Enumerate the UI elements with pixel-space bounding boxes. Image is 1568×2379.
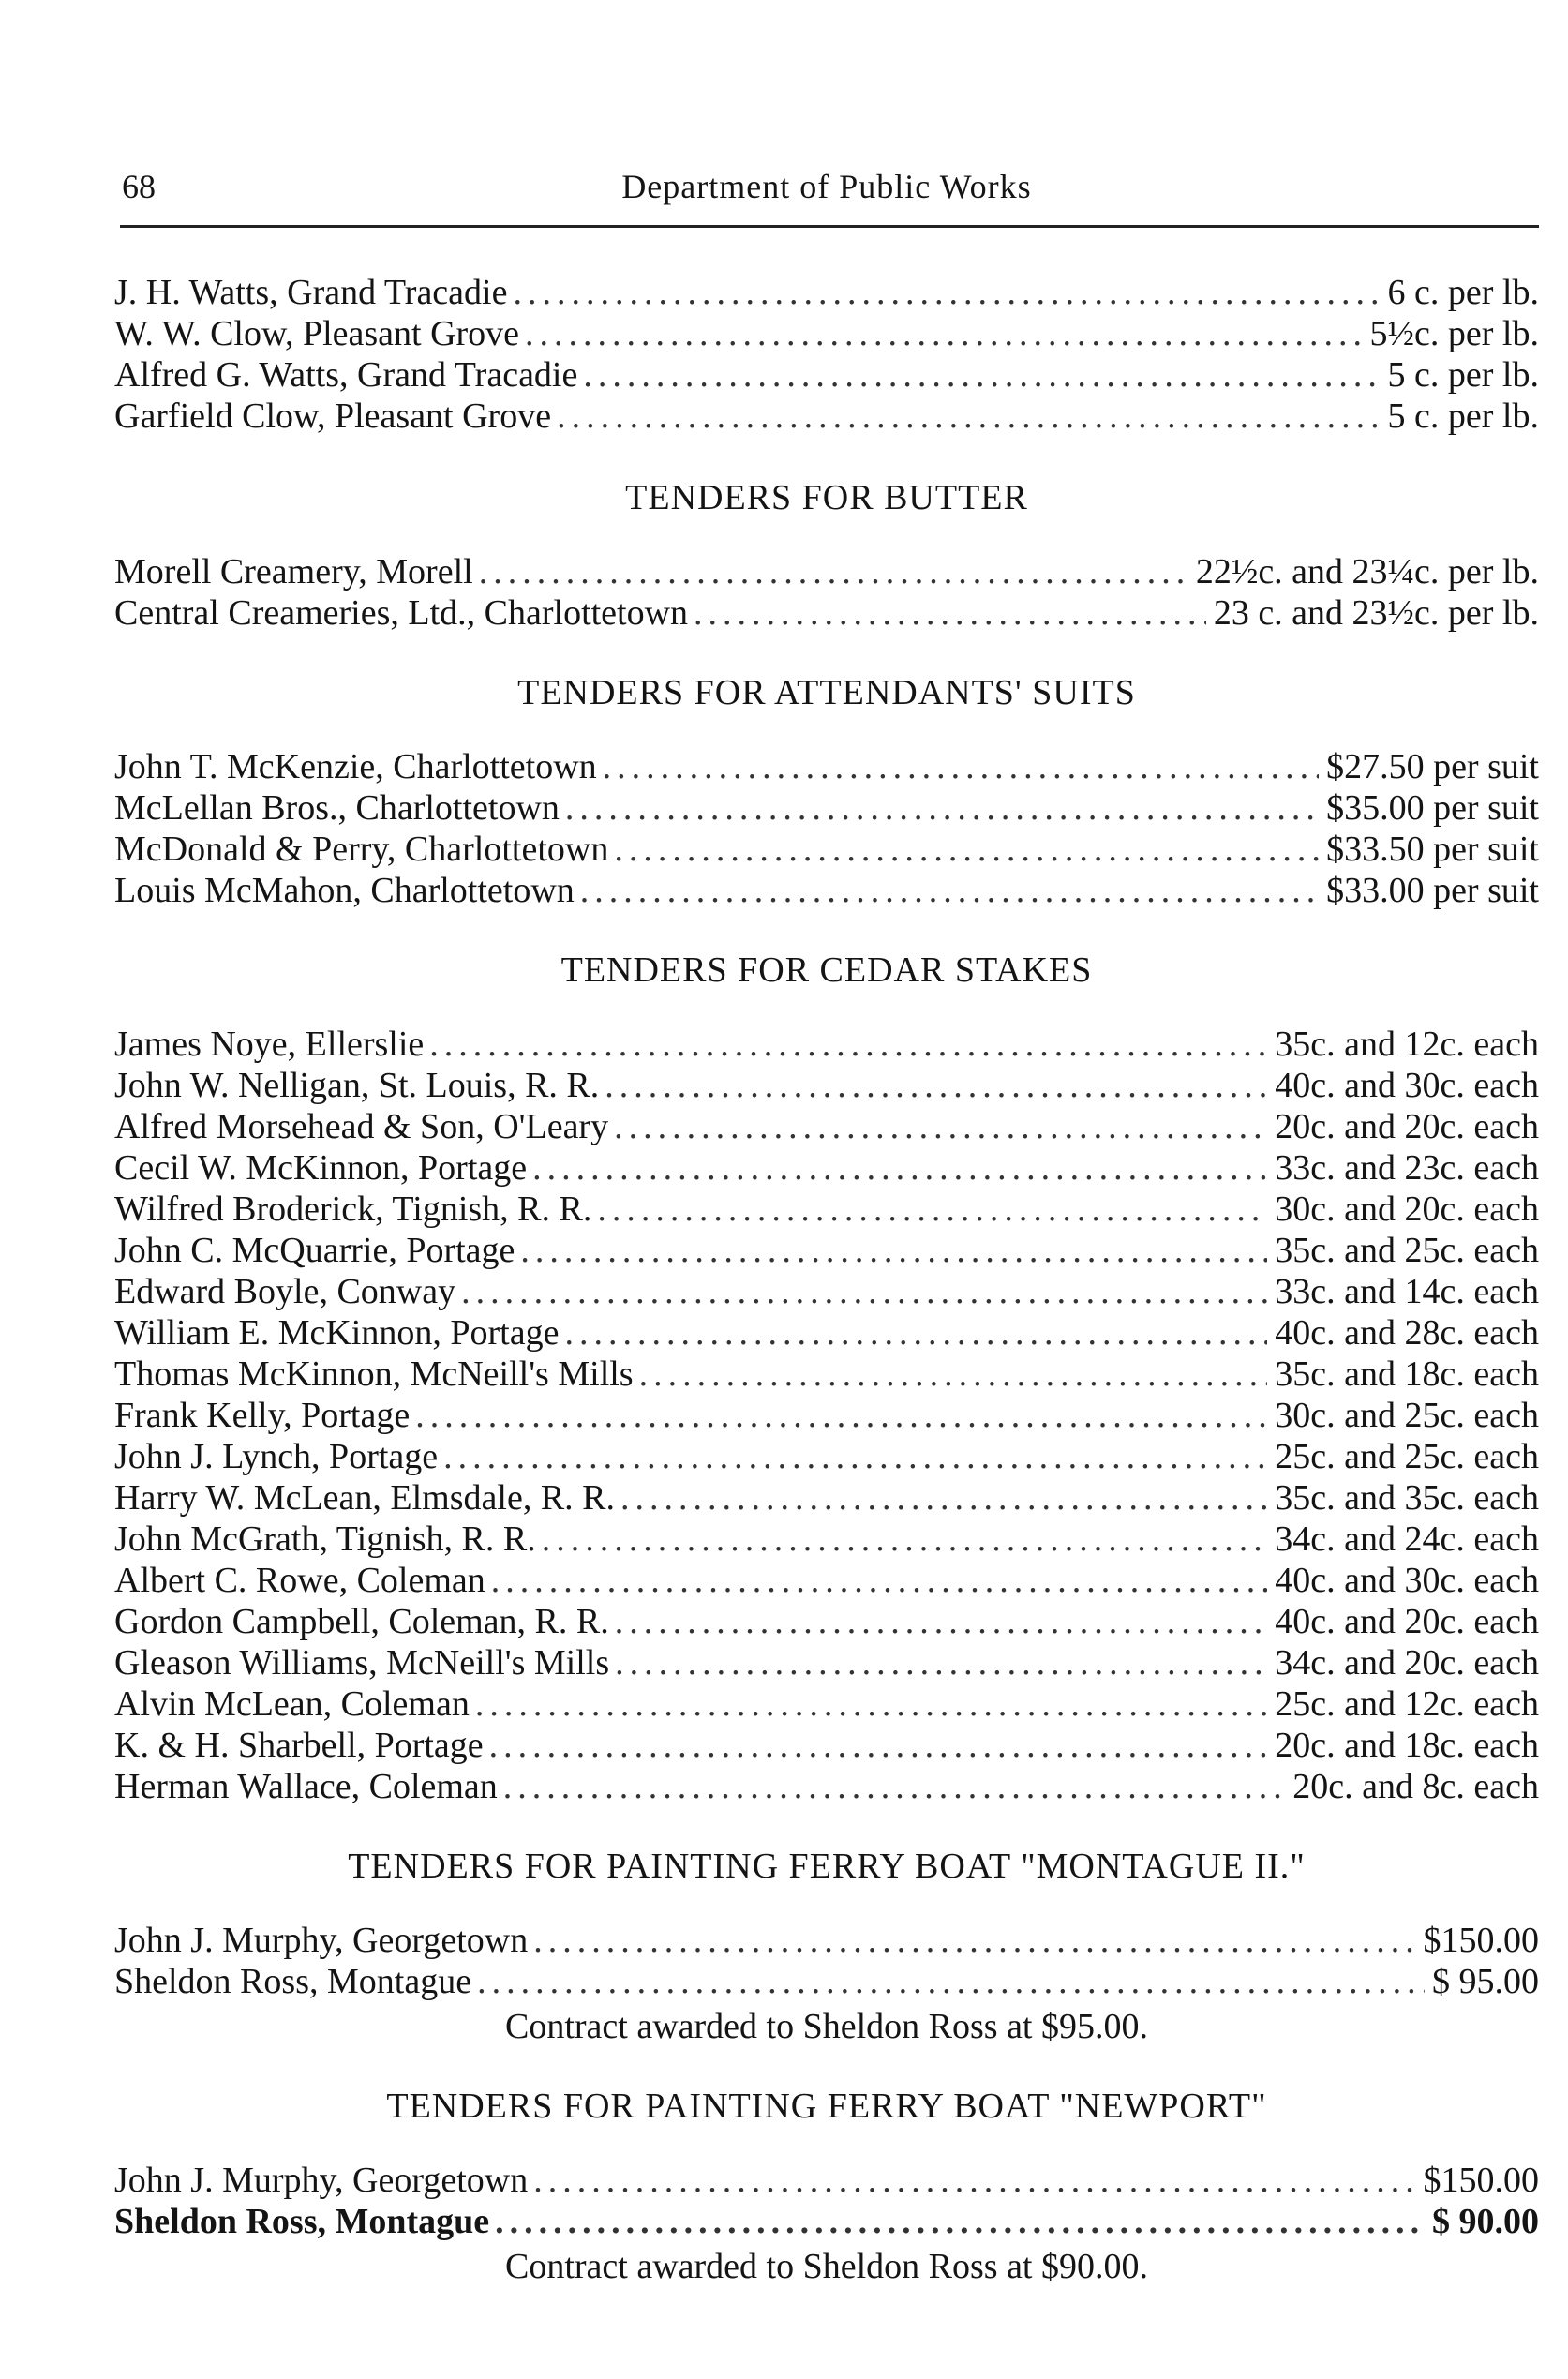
list-item xyxy=(114,1961,1539,2002)
tenderer-name: Thomas McKinnon, McNeill's Mills xyxy=(114,1354,634,1394)
list-item xyxy=(114,829,1539,870)
leader-dots xyxy=(533,2160,1415,2201)
list-item xyxy=(114,1560,1539,1601)
tender-price: 33c. and 14c. each xyxy=(1275,1272,1539,1311)
tenderer-name: John T. McKenzie, Charlottetown xyxy=(114,747,597,786)
section-title-newport: TENDERS FOR PAINTING FERRY BOAT "NEWPORT" xyxy=(386,2087,1267,2126)
leader-dots xyxy=(503,1766,1286,1807)
list-item xyxy=(114,1519,1539,1560)
tender-price: 34c. and 24c. each xyxy=(1275,1519,1539,1559)
tender-price: $150.00 xyxy=(1423,1921,1539,1960)
tenderer-name: Morell Creamery, Morell xyxy=(114,552,473,591)
leader-dots xyxy=(461,1271,1267,1312)
leader-dots xyxy=(620,1477,1267,1519)
leader-dots xyxy=(429,1024,1267,1065)
tender-price: $ 90.00 xyxy=(1432,2202,1539,2241)
tender-price: 40c. and 20c. each xyxy=(1275,1602,1539,1641)
leader-dots xyxy=(583,354,1380,396)
tender-price: $35.00 per suit xyxy=(1326,788,1539,828)
section-title-montague: TENDERS FOR PAINTING FERRY BOAT "MONTAGUE II." xyxy=(348,1847,1306,1886)
montague-tenders-list xyxy=(114,1920,1539,2047)
tenderer-name: J. H. Watts, Grand Tracadie xyxy=(114,273,508,312)
list-item xyxy=(114,1312,1539,1354)
list-item xyxy=(114,1230,1539,1271)
tender-price: 35c. and 18c. each xyxy=(1275,1354,1539,1394)
tender-price: 23 c. and 23½c. per lb. xyxy=(1213,593,1539,633)
tenderer-name: John McGrath, Tignish, R. R. xyxy=(114,1519,536,1559)
contract-note: Contract awarded to Sheldon Ross at $90.00. xyxy=(504,2247,1148,2286)
leader-dots xyxy=(614,829,1319,870)
tenderer-name: Louis McMahon, Charlottetown xyxy=(114,871,575,910)
leader-dots xyxy=(520,1230,1267,1271)
tenderer-name: Alfred Morsehead & Son, O'Leary xyxy=(114,1107,609,1146)
list-item xyxy=(114,2201,1539,2242)
suits-tenders-list xyxy=(114,746,1539,911)
tenderer-name: Sheldon Ross, Montague xyxy=(114,1962,472,2001)
section-title-butter: TENDERS FOR BUTTER xyxy=(625,478,1028,517)
tender-price: 20c. and 18c. each xyxy=(1275,1726,1539,1765)
list-item xyxy=(114,2160,1539,2201)
list-item xyxy=(114,1920,1539,1961)
list-item xyxy=(114,1683,1539,1725)
tenderer-name: Gordon Campbell, Coleman, R. R. xyxy=(114,1602,609,1641)
tender-price: 35c. and 25c. each xyxy=(1275,1231,1539,1270)
leader-dots xyxy=(443,1436,1267,1477)
list-item xyxy=(114,1477,1539,1519)
egg-tenders-list xyxy=(114,272,1539,437)
list-item xyxy=(114,1642,1539,1683)
butter-tenders-list xyxy=(114,551,1539,634)
leader-dots xyxy=(605,1065,1267,1106)
tenderer-name: Sheldon Ross, Montague xyxy=(114,2202,490,2241)
running-title: Department of Public Works xyxy=(621,168,1032,205)
header-rule xyxy=(120,225,1539,228)
leader-dots xyxy=(415,1395,1267,1436)
tenderer-name: John J. Murphy, Georgetown xyxy=(114,2161,529,2200)
tenderer-name: Gleason Williams, McNeill's Mills xyxy=(114,1643,610,1683)
tenderer-name: Alfred G. Watts, Grand Tracadie xyxy=(114,355,578,395)
page-header xyxy=(114,167,1539,214)
tender-price: 22½c. and 23¼c. per lb. xyxy=(1195,552,1539,591)
tender-price: 35c. and 12c. each xyxy=(1275,1025,1539,1064)
leader-dots xyxy=(694,592,1206,634)
list-item xyxy=(114,1024,1539,1065)
tenderer-name: Herman Wallace, Coleman xyxy=(114,1767,498,1806)
tender-price: 5 c. per lb. xyxy=(1387,396,1539,436)
list-item xyxy=(114,787,1539,829)
section-title-suits: TENDERS FOR ATTENDANTS' SUITS xyxy=(517,673,1136,712)
list-item xyxy=(114,396,1539,437)
list-item xyxy=(114,1395,1539,1436)
document-body xyxy=(114,272,1539,2287)
list-item xyxy=(114,1725,1539,1766)
tender-price: 30c. and 20c. each xyxy=(1275,1190,1539,1229)
tenderer-name: K. & H. Sharbell, Portage xyxy=(114,1726,484,1765)
tenderer-name: Edward Boyle, Conway xyxy=(114,1272,456,1311)
list-item xyxy=(114,1354,1539,1395)
tenderer-name: Alvin McLean, Coleman xyxy=(114,1684,470,1724)
tender-price: 25c. and 12c. each xyxy=(1275,1684,1539,1724)
tender-price: 5½c. per lb. xyxy=(1369,314,1539,353)
leader-dots xyxy=(479,551,1188,592)
leader-dots xyxy=(477,1961,1425,2002)
tenderer-name: John W. Nelligan, St. Louis, R. R. xyxy=(114,1066,600,1105)
leader-dots xyxy=(489,1725,1268,1766)
tenderer-name: McLellan Bros., Charlottetown xyxy=(114,788,560,828)
tenderer-name: John J. Murphy, Georgetown xyxy=(114,1921,529,1960)
newport-tenders-list xyxy=(114,2160,1539,2287)
leader-dots xyxy=(564,1312,1267,1354)
list-item xyxy=(114,1766,1539,1807)
tender-price: 33c. and 23c. each xyxy=(1275,1148,1539,1188)
tenderer-name: James Noye, Ellerslie xyxy=(114,1025,425,1064)
tender-price: $33.50 per suit xyxy=(1326,830,1539,869)
leader-dots xyxy=(614,1106,1267,1147)
tenderer-name: Cecil W. McKinnon, Portage xyxy=(114,1148,528,1188)
list-item xyxy=(114,1065,1539,1106)
tenderer-name: Frank Kelly, Portage xyxy=(114,1396,411,1435)
tender-price: 40c. and 28c. each xyxy=(1275,1313,1539,1353)
leader-dots xyxy=(565,787,1319,829)
list-item xyxy=(114,1189,1539,1230)
tender-price: 40c. and 30c. each xyxy=(1275,1066,1539,1105)
leader-dots xyxy=(557,396,1380,437)
tenderer-name: John J. Lynch, Portage xyxy=(114,1437,439,1476)
leader-dots xyxy=(475,1683,1267,1725)
leader-dots xyxy=(603,746,1319,787)
tender-price: 20c. and 20c. each xyxy=(1275,1107,1539,1146)
list-item xyxy=(114,1106,1539,1147)
leader-dots xyxy=(533,1920,1415,1961)
list-item xyxy=(114,1147,1539,1189)
tender-price: 20c. and 8c. each xyxy=(1292,1767,1539,1806)
stakes-tenders-list xyxy=(114,1024,1539,1807)
leader-dots xyxy=(532,1147,1267,1189)
tenderer-name: Central Creameries, Ltd., Charlottetown xyxy=(114,593,689,633)
tenderer-name: W. W. Clow, Pleasant Grove xyxy=(114,314,520,353)
list-item xyxy=(114,746,1539,787)
tender-price: 40c. and 30c. each xyxy=(1275,1561,1539,1600)
tender-price: $ 95.00 xyxy=(1432,1962,1539,2001)
tender-price: 25c. and 25c. each xyxy=(1275,1437,1539,1476)
tender-price: 34c. and 20c. each xyxy=(1275,1643,1539,1683)
leader-dots xyxy=(495,2201,1425,2242)
list-item xyxy=(114,1601,1539,1642)
tenderer-name: Wilfred Broderick, Tignish, R. R. xyxy=(114,1190,592,1229)
leader-dots xyxy=(580,870,1319,911)
tender-price: 30c. and 25c. each xyxy=(1275,1396,1539,1435)
list-item xyxy=(114,354,1539,396)
list-item xyxy=(114,870,1539,911)
list-item xyxy=(114,551,1539,592)
section-title-cedar-stakes: TENDERS FOR CEDAR STAKES xyxy=(560,950,1093,990)
tenderer-name: McDonald & Perry, Charlottetown xyxy=(114,830,609,869)
tender-price: $150.00 xyxy=(1423,2161,1539,2200)
list-item xyxy=(114,272,1539,313)
leader-dots xyxy=(639,1354,1268,1395)
leader-dots xyxy=(525,313,1363,354)
leader-dots xyxy=(597,1189,1267,1230)
leader-dots xyxy=(542,1519,1268,1560)
contract-note: Contract awarded to Sheldon Ross at $95.00. xyxy=(504,2007,1148,2046)
tender-price: $33.00 per suit xyxy=(1326,871,1539,910)
list-item xyxy=(114,1271,1539,1312)
tender-price: $27.50 per suit xyxy=(1326,747,1539,786)
leader-dots xyxy=(491,1560,1268,1601)
tenderer-name: Garfield Clow, Pleasant Grove xyxy=(114,396,552,436)
tenderer-name: William E. McKinnon, Portage xyxy=(114,1313,560,1353)
tenderer-name: Harry W. McLean, Elmsdale, R. R. xyxy=(114,1478,616,1518)
tenderer-name: Albert C. Rowe, Coleman xyxy=(114,1561,485,1600)
tender-price: 6 c. per lb. xyxy=(1387,273,1539,312)
tender-price: 5 c. per lb. xyxy=(1387,355,1539,395)
page-number: 68 xyxy=(122,168,156,205)
list-item xyxy=(114,1436,1539,1477)
list-item xyxy=(114,313,1539,354)
leader-dots xyxy=(513,272,1380,313)
leader-dots xyxy=(615,1642,1267,1683)
tender-price: 35c. and 35c. each xyxy=(1275,1478,1539,1518)
leader-dots xyxy=(615,1601,1268,1642)
tenderer-name: John C. McQuarrie, Portage xyxy=(114,1231,515,1270)
list-item xyxy=(114,592,1539,634)
